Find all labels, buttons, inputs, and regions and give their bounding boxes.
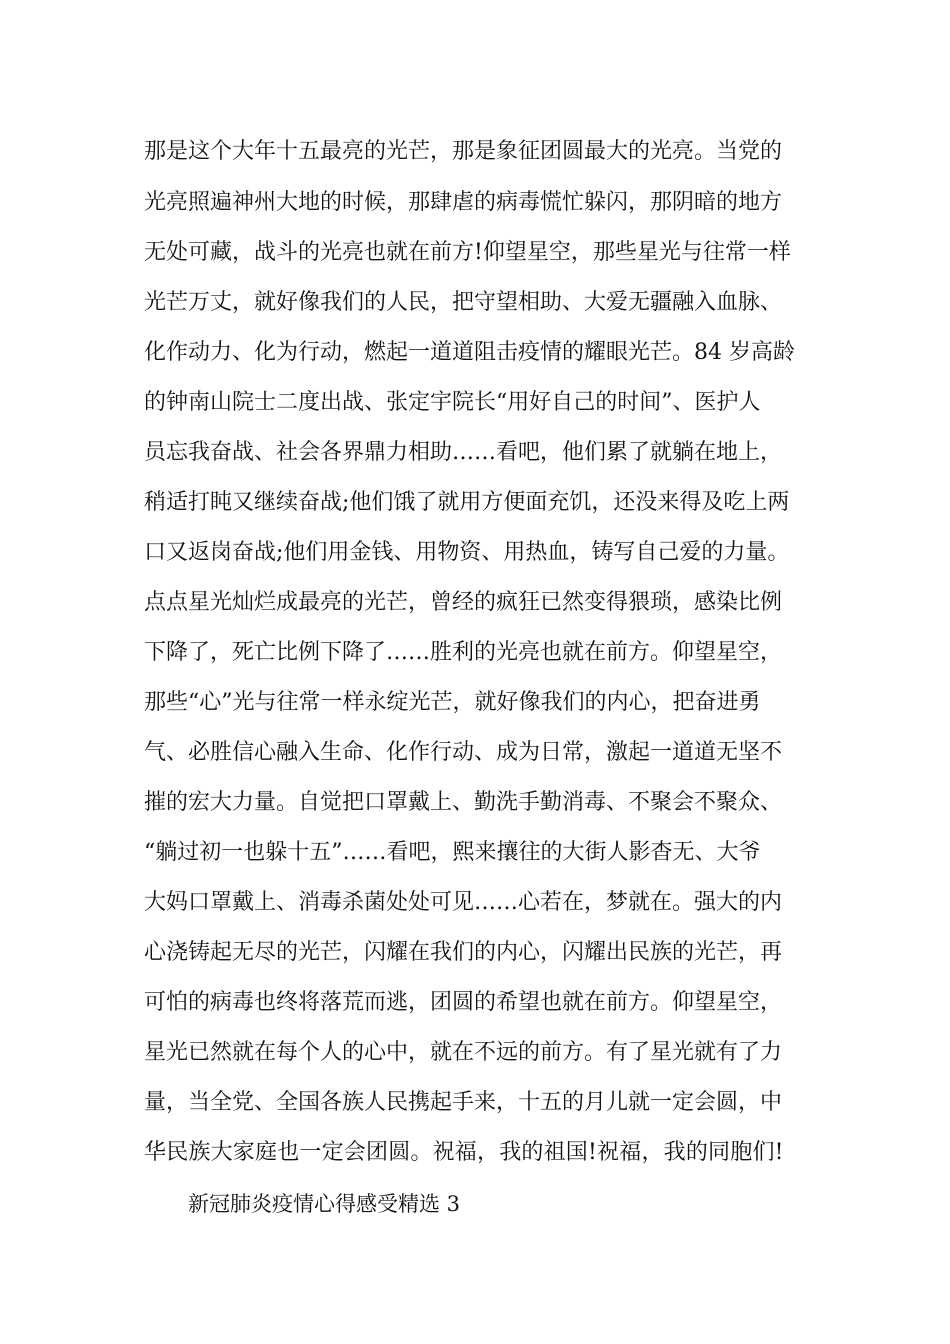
paragraph-line: 稍适打盹又继续奋战;他们饿了就用方便面充饥，还没来得及吃上两 <box>144 490 790 515</box>
paragraph-line: 点点星光灿烂成最亮的光芒，曾经的疯狂已然变得猥琐，感染比例 <box>144 590 783 615</box>
paragraph-line: 可怕的病毒也终将落荒而逃，团圆的希望也就在前方。仰望星空， <box>144 990 783 1015</box>
paragraph-line: 员忘我奋战、社会各界鼎力相助……看吧，他们累了就躺在地上， <box>144 440 783 465</box>
paragraph-line: 光芒万丈，就好像我们的人民，把守望相助、大爱无疆融入血脉、 <box>144 290 783 315</box>
paragraph-line: 的钟南山院士二度出战、张定宇院长“用好自己的时间”、医护人 <box>144 390 761 415</box>
paragraph-line: 华民族大家庭也一定会团圆。祝福，我的祖国!祝福，我的同胞们! <box>144 1140 784 1165</box>
paragraph-line: 大妈口罩戴上、消毒杀菌处处可见……心若在，梦就在。强大的内 <box>144 890 783 915</box>
paragraph-line: 化作动力、化为行动，燃起一道道阻击疫情的耀眼光芒。84 岁高龄 <box>144 340 795 365</box>
paragraph-line: 口又返岗奋战;他们用金钱、用物资、用热血，铸写自己爱的力量。 <box>144 540 790 565</box>
section-heading: 新冠肺炎疫情心得感受精选 3 <box>188 1192 461 1216</box>
paragraph-line: 下降了，死亡比例下降了……胜利的光亮也就在前方。仰望星空， <box>144 640 783 665</box>
paragraph-line: 光亮照遍神州大地的时候，那肆虐的病毒慌忙躲闪，那阴暗的地方 <box>144 190 783 215</box>
paragraph-line: “躺过初一也躲十五”……看吧，熙来攘往的大街人影杳无、大爷 <box>144 840 761 865</box>
paragraph-line: 量，当全党、全国各族人民携起手来，十五的月儿就一定会圆，中 <box>144 1090 783 1115</box>
paragraph-line: 心浇铸起无尽的光芒，闪耀在我们的内心，闪耀出民族的光芒，再 <box>144 940 783 965</box>
paragraph-line: 星光已然就在每个人的心中，就在不远的前方。有了星光就有了力 <box>144 1040 783 1065</box>
paragraph-line: 气、必胜信心融入生命、化作行动、成为日常，激起一道道无坚不 <box>144 740 783 765</box>
paragraph-line: 摧的宏大力量。自觉把口罩戴上、勤洗手勤消毒、不聚会不聚众、 <box>144 790 783 815</box>
paragraph-line: 那些“心”光与往常一样永绽光芒，就好像我们的内心，把奋进勇 <box>144 690 761 715</box>
paragraph-line: 无处可藏，战斗的光亮也就在前方!仰望星空，那些星光与往常一样 <box>144 240 791 265</box>
paragraph-line: 那是这个大年十五最亮的光芒，那是象征团圆最大的光亮。当党的 <box>144 139 783 164</box>
